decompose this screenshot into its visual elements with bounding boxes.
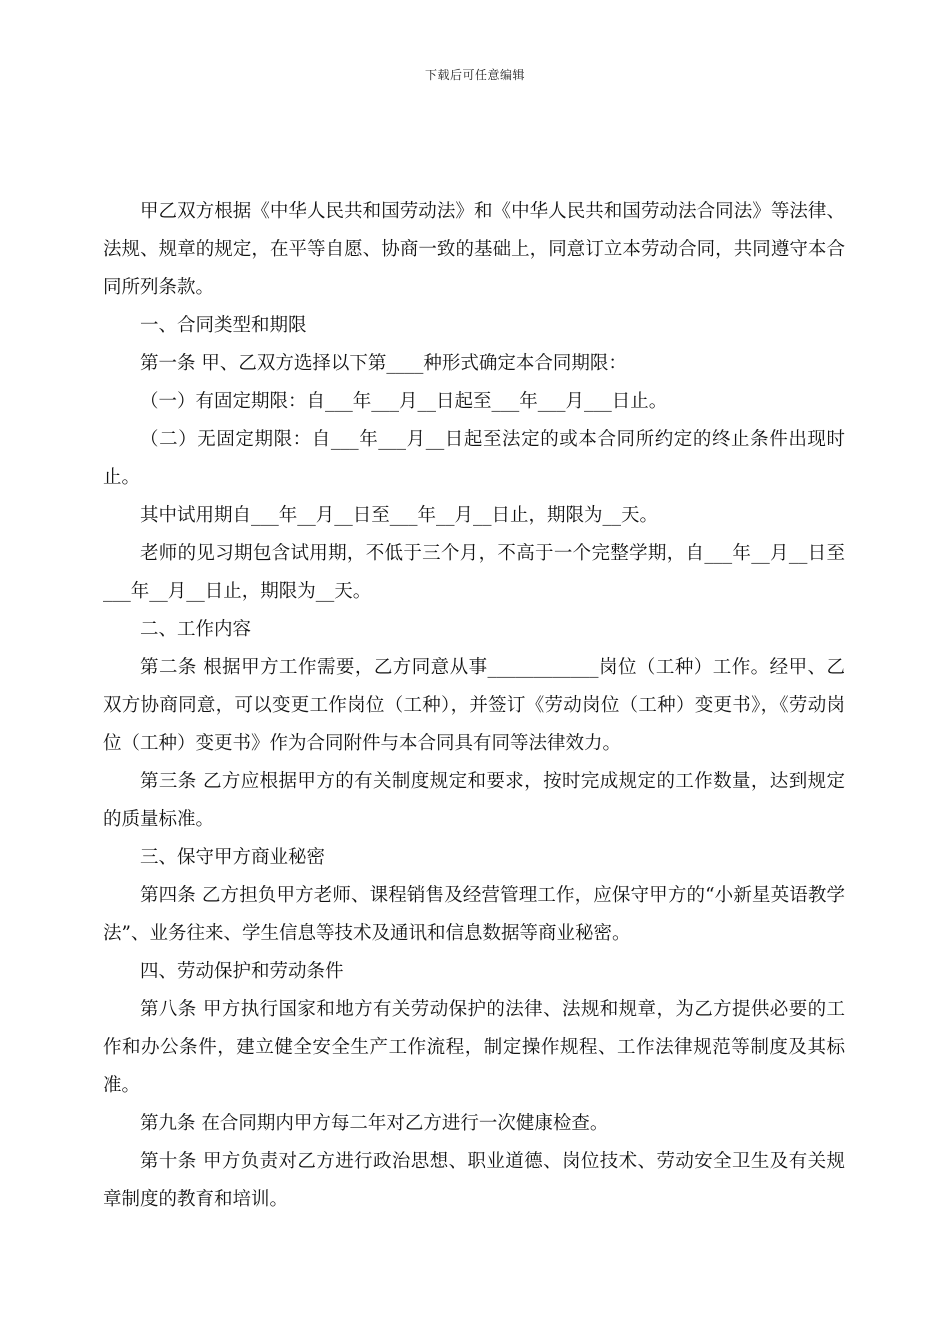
- article-9: 第九条 在合同期内甲方每二年对乙方进行一次健康检查。: [140, 1113, 609, 1134]
- internship-paragraph: 老师的见习期包含试用期，不低于三个月，不高于一个完整学期，自___年__月__日至___年__月__日止，期限为__天。: [103, 543, 845, 602]
- section-heading-trade-secrets: 三、保守甲方商业秘密: [140, 847, 326, 868]
- article-4: 第四条 乙方担负甲方老师、课程销售及经营管理工作，应保守甲方的“小新星英语教学法”、业务往来、学生信息等技术及通讯和信息数据等商业秘密。: [103, 885, 845, 944]
- section-heading-work-content: 二、工作内容: [140, 619, 252, 640]
- article-1: 第一条 甲、乙双方选择以下第____种形式确定本合同期限：: [140, 353, 627, 374]
- article-1-option-unfixed: （二）无固定期限：自___年___月__日起至法定的或本合同所约定的终止条件出现时止。: [103, 429, 845, 488]
- contract-body: [103, 193, 845, 1219]
- probation-paragraph: 其中试用期自___年__月__日至___年__月__日止，期限为__天。: [140, 505, 659, 526]
- article-3: 第三条 乙方应根据甲方的有关制度规定和要求，按时完成规定的工作数量，达到规定的质量标准。: [103, 771, 845, 830]
- article-2: 第二条 根据甲方工作需要，乙方同意从事____________岗位（工种）工作。经甲、乙双方协商同意，可以变更工作岗位（工种），并签订《劳动岗位（工种）变更书》，《劳动岗位（工种）变更书》作为合同附件与本合同具有同等法律效力。: [103, 657, 845, 754]
- article-8: 第八条 甲方执行国家和地方有关劳动保护的法律、法规和规章，为乙方提供必要的工作和办公条件，建立健全安全生产工作流程，制定操作规程、工作法律规范等制度及其标准。: [103, 999, 845, 1096]
- article-10: 第十条 甲方负责对乙方进行政治思想、职业道德、岗位技术、劳动安全卫生及有关规章制度的教育和培训。: [103, 1151, 845, 1210]
- preamble-paragraph: 甲乙双方根据《中华人民共和国劳动法》和《中华人民共和国劳动法合同法》等法律、法规、规章的规定，在平等自愿、协商一致的基础上，同意订立本劳动合同，共同遵守本合同所列条款。: [103, 201, 845, 298]
- section-heading-labor-protection: 四、劳动保护和劳动条件: [140, 961, 344, 982]
- page-header: 下载后可任意编辑: [424, 68, 525, 82]
- article-1-option-fixed: （一）有固定期限：自___年___月__日起至___年___月___日止。: [140, 391, 668, 412]
- section-heading-contract-type: 一、合同类型和期限: [140, 315, 307, 336]
